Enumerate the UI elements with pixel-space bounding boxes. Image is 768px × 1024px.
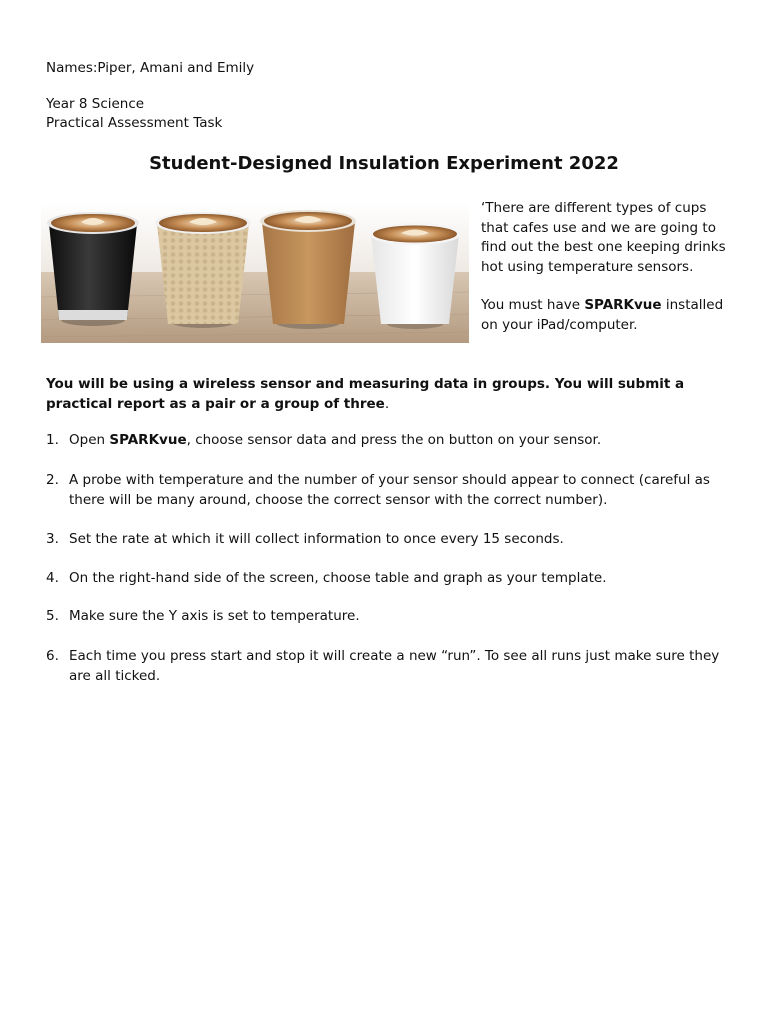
step-text: Each time you press start and stop it will create a new “run”. To see all runs just make sure they are all ticked. [69,648,720,684]
list-item [46,430,726,450]
step-text-rest: , choose sensor data and press the on button on your sensor. [186,432,602,448]
group-instructions-text: You will be using a wireless sensor and measuring data in groups. You will submit a practical report as a pair or a group of three [46,376,685,412]
kraft-cup-icon [260,210,356,329]
software-name: SPARKvue [109,432,187,448]
group-instructions-period: . [384,396,390,412]
step-text-prefix: Open [69,432,110,448]
group-instructions [46,374,736,414]
step-text: On the right-hand side of the screen, choose table and graph as your template. [69,570,607,586]
black-cup-icon [47,212,139,326]
list-item [46,646,726,686]
list-item [46,529,726,549]
page-title: Student-Designed Insulation Experiment 2022 [149,153,619,174]
coffee-cups-image [41,202,469,343]
step-number: 3. [46,531,59,547]
honeycomb-cup-icon [155,212,251,328]
intro-paragraph: ‘There are different types of cups that cafes use and we are going to find out the best one keeping drinks hot using temperature sensors. [481,200,726,275]
software-name: SPARKvue [584,297,662,313]
requirement-prefix: You must have [481,297,585,313]
step-number: 2. [46,472,59,488]
software-requirement [481,296,731,335]
intro-text [481,199,731,354]
step-number: 5. [46,608,59,624]
list-item [46,470,726,510]
student-names: Names:Piper, Amani and Emily [46,60,255,76]
step-text [69,430,726,450]
step-number: 6. [46,648,59,664]
step-number: 4. [46,570,59,586]
step-text: A probe with temperature and the number of your sensor should appear to connect (careful as there will be many around, choose the correct sensor with the correct number). [69,472,710,508]
list-item [46,606,726,626]
requirement-suffix: installed on your iPad/computer. [481,297,724,333]
year-level: Year 8 Science [46,96,145,112]
task-type: Practical Assessment Task [46,115,223,131]
white-cup-icon [369,223,461,329]
step-text: Make sure the Y axis is set to temperature. [69,608,360,624]
step-text: Set the rate at which it will collect information to once every 15 seconds. [69,531,564,547]
step-number: 1. [46,432,59,448]
list-item [46,568,726,588]
